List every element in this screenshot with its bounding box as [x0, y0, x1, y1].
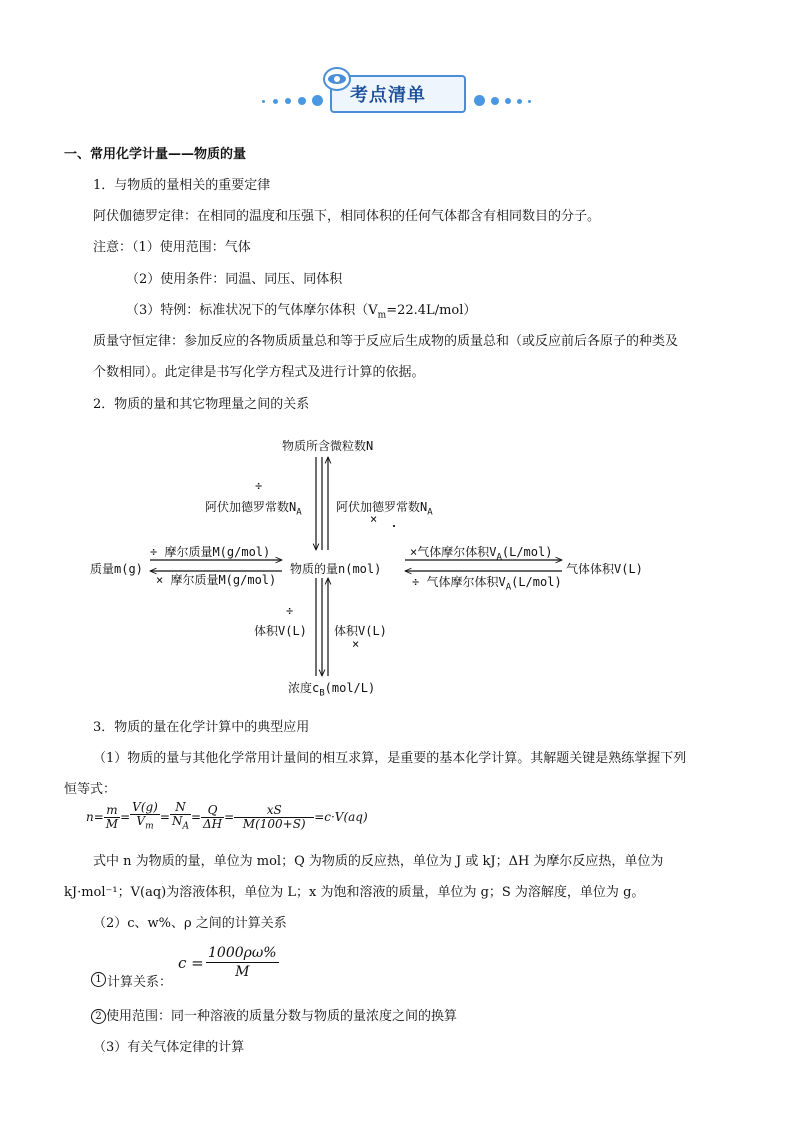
- diagram-divide-molar: ÷ 摩尔质量M(g/mol): [150, 545, 271, 559]
- diagram-times-molar: × 摩尔质量M(g/mol): [156, 573, 277, 587]
- diagram-center: 物质的量n(mol): [290, 562, 382, 576]
- avogadro-law: 阿伏伽德罗定律：在相同的温度和压强下，相同体积的任何气体都含有相同数目的分子。: [93, 209, 601, 224]
- item3-p2: （2）c、w%、ρ 之间的计算关系: [93, 916, 287, 931]
- diagram-gas-volume: 气体体积V(L): [566, 562, 643, 576]
- section-heading: 一、常用化学计量——物质的量: [64, 147, 247, 162]
- mass-law-line1: 质量守恒定律：参加反应的各物质质量总和等于反应后生成物的质量总和（或反应前后各原子的种类及: [93, 334, 679, 349]
- item3-p3: （3）有关气体定律的计算: [93, 1040, 245, 1055]
- diagram-avogadro-right: 阿伏加德罗常数$N_A$: [336, 500, 433, 518]
- item3-p1-line1: （1）物质的量与其他化学常用计量间的相互求算，是重要的基本化学计算。其解题关键是熟练掌握下列: [93, 751, 687, 766]
- note-2: （2）使用条件：同温、同压、同体积: [126, 272, 343, 287]
- banner-title: 考点清单: [350, 85, 426, 106]
- diagram-times-bottom: ×: [352, 637, 360, 651]
- item3-explain-line2: kJ·mol⁻¹；V(aq)为溶液体积，单位为 L；x 为饱和溶液的质量，单位为 g；S 为溶解度，单位为 g。: [64, 885, 645, 900]
- diagram-divide-top: ÷: [255, 479, 263, 493]
- diagram-concentration: 浓度$c_B(mol/L)$: [288, 681, 376, 699]
- diagram-mass: 质量m(g): [90, 562, 143, 576]
- diagram-times-gas: ×气体摩尔体积$V_A(L/mol)$: [410, 545, 553, 563]
- diagram-volume-right: 体积V(L): [334, 624, 387, 638]
- diagram-top-label: 物质所含微粒数N: [282, 439, 374, 453]
- item3-title: 3．物质的量在化学计算中的典型应用: [93, 720, 310, 735]
- diagram-divide-gas: ÷ 气体摩尔体积$V_A(L/mol)$: [412, 575, 562, 593]
- diagram-avogadro-left: 阿伏加德罗常数$N_A$: [205, 500, 302, 518]
- identity-formula: n= $\frac{m}{M}$ = $\frac{V(g)}{V_m}$ = $\frac{N}{N_A}$ = $\frac{Q}{\Delta H}$ = $\frac{xS}{M(100+S)}$ =c·V(aq): [86, 800, 368, 832]
- item3-p1-line2: 恒等式：: [64, 782, 117, 797]
- diagram-volume-left: 体积V(L): [254, 624, 307, 638]
- note-1: 注意：（1）使用范围：气体: [93, 240, 251, 255]
- diagram-divide-bottom: ÷: [286, 604, 294, 618]
- diagram-times-top: ×: [370, 512, 378, 526]
- note-3: （3）特例：标准状况下的气体摩尔体积$(V_m=22.4L/mol)$: [126, 303, 477, 321]
- item3-explain-line1: 式中 n 为物质的量，单位为 mol；Q 为物质的反应热，单位为 J 或 kJ；ΔH 为摩尔反应热，单位为: [93, 854, 664, 869]
- mass-law-line2: 个数相同）。此定律是书写化学方程式及进行计算的依据。: [93, 365, 425, 380]
- scope-line: 2 使用范围：同一种溶液的质量分数与物质的量浓度之间的换算: [91, 1005, 457, 1024]
- item2-title: 2．物质的量和其它物理量之间的关系: [93, 397, 310, 412]
- item1-title: 1．与物质的量相关的重要定律: [93, 178, 271, 193]
